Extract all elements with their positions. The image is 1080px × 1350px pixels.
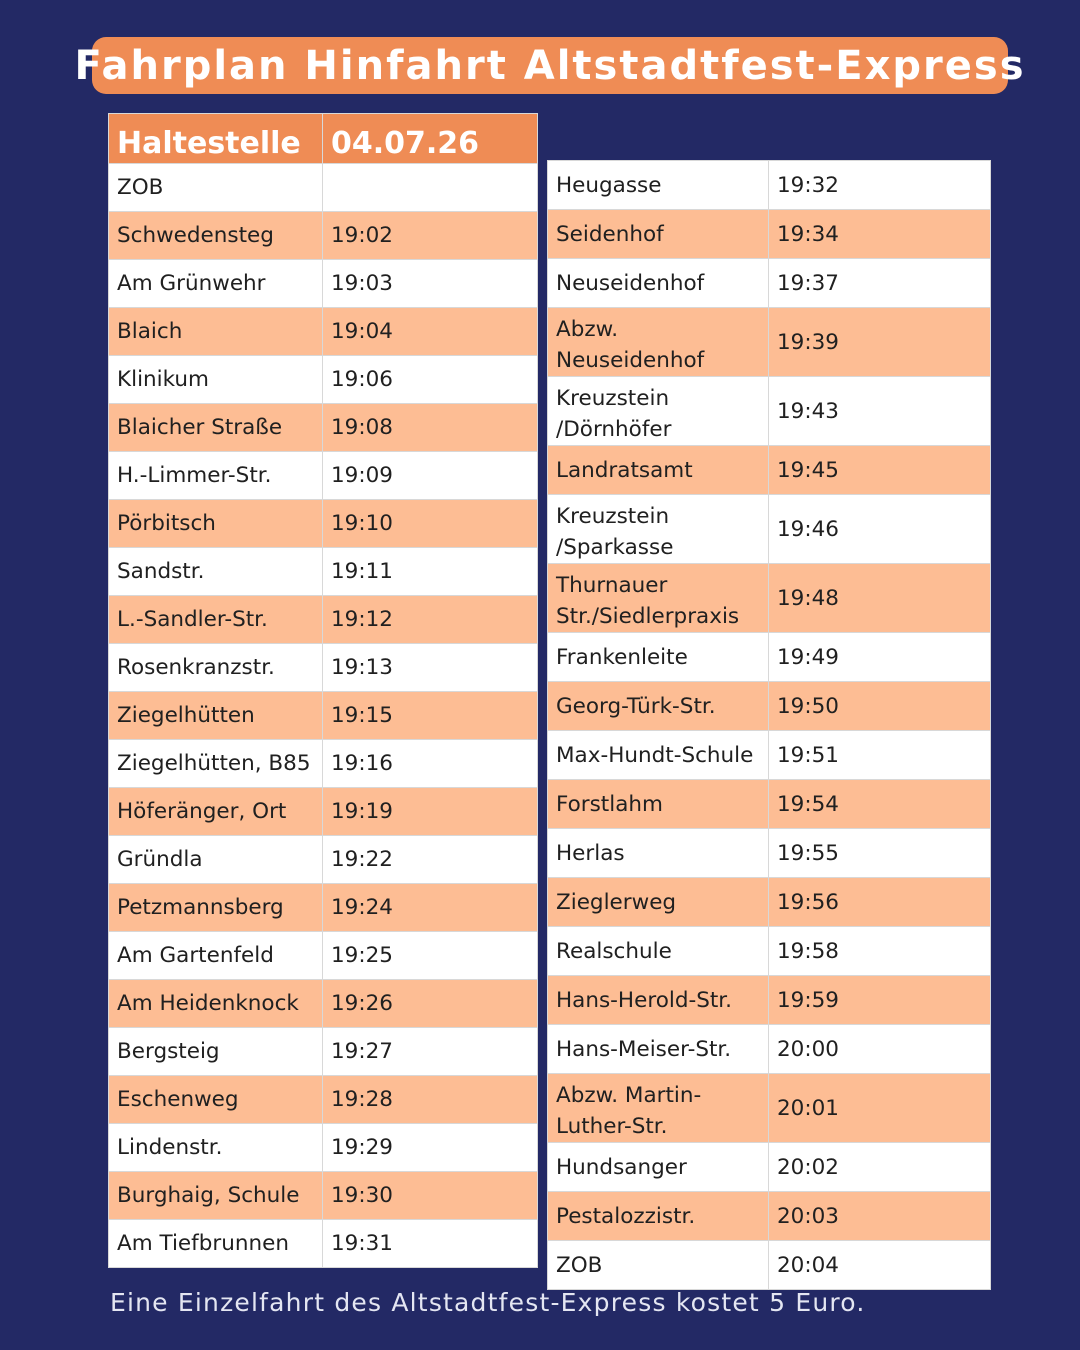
stop-name: H.-Limmer-Str. bbox=[109, 452, 323, 500]
stop-name: ZOB bbox=[548, 1241, 769, 1290]
stop-name: ZOB bbox=[109, 164, 323, 212]
departure-time: 19:02 bbox=[323, 212, 538, 260]
departure-time: 19:48 bbox=[769, 564, 991, 633]
table-row bbox=[548, 1192, 991, 1241]
table-row bbox=[109, 500, 538, 548]
departure-time: 19:31 bbox=[323, 1220, 538, 1268]
stop-name: Seidenhof bbox=[548, 210, 769, 259]
departure-time: 19:37 bbox=[769, 259, 991, 308]
header-date: 04.07.26 bbox=[323, 114, 538, 164]
table-row bbox=[548, 1025, 991, 1074]
departure-time bbox=[323, 164, 538, 212]
stop-name: Am Tiefbrunnen bbox=[109, 1220, 323, 1268]
departure-time: 19:19 bbox=[323, 788, 538, 836]
stop-name: Abzw. Martin-Luther-Str. bbox=[548, 1074, 769, 1143]
table-row bbox=[109, 260, 538, 308]
departure-time: 19:08 bbox=[323, 404, 538, 452]
stop-name: Höferänger, Ort bbox=[109, 788, 323, 836]
departure-time: 19:54 bbox=[769, 780, 991, 829]
departure-time: 19:28 bbox=[323, 1076, 538, 1124]
departure-time: 19:30 bbox=[323, 1172, 538, 1220]
header-stop: Haltestelle bbox=[109, 114, 323, 164]
table-row bbox=[109, 740, 538, 788]
departure-time: 19:51 bbox=[769, 731, 991, 780]
table-row bbox=[109, 308, 538, 356]
departure-time: 20:04 bbox=[769, 1241, 991, 1290]
table-row bbox=[109, 644, 538, 692]
table-row bbox=[548, 259, 991, 308]
table-row bbox=[548, 731, 991, 780]
departure-time: 19:50 bbox=[769, 682, 991, 731]
departure-time: 19:25 bbox=[323, 932, 538, 980]
table-row bbox=[109, 1172, 538, 1220]
table-row bbox=[109, 548, 538, 596]
departure-time: 19:32 bbox=[769, 161, 991, 210]
departure-time: 20:02 bbox=[769, 1143, 991, 1192]
departure-time: 19:39 bbox=[769, 308, 991, 377]
table-row bbox=[548, 495, 991, 564]
stop-name: Petzmannsberg bbox=[109, 884, 323, 932]
departure-time: 20:03 bbox=[769, 1192, 991, 1241]
schedule-table-right bbox=[547, 160, 991, 1290]
stop-name: Heugasse bbox=[548, 161, 769, 210]
departure-time: 19:56 bbox=[769, 878, 991, 927]
stop-name: Rosenkranzstr. bbox=[109, 644, 323, 692]
table-row bbox=[548, 161, 991, 210]
departure-time: 19:03 bbox=[323, 260, 538, 308]
price-note: Eine Einzelfahrt des Altstadtfest-Express kostet 5 Euro. bbox=[110, 1288, 866, 1317]
table-row bbox=[109, 404, 538, 452]
departure-time: 19:27 bbox=[323, 1028, 538, 1076]
table-row bbox=[548, 564, 991, 633]
table-row bbox=[548, 1241, 991, 1290]
stop-name: Eschenweg bbox=[109, 1076, 323, 1124]
stop-name: Zieglerweg bbox=[548, 878, 769, 927]
table-row bbox=[548, 1143, 991, 1192]
table-row bbox=[548, 829, 991, 878]
departure-time: 19:10 bbox=[323, 500, 538, 548]
stop-name: Kreuzstein /Sparkasse bbox=[548, 495, 769, 564]
stop-name: Hans-Herold-Str. bbox=[548, 976, 769, 1025]
page-title: Fahrplan Hinfahrt Altstadtfest-Express bbox=[74, 42, 1026, 89]
stop-name: Pestalozzistr. bbox=[548, 1192, 769, 1241]
stop-name: Klinikum bbox=[109, 356, 323, 404]
departure-time: 19:09 bbox=[323, 452, 538, 500]
departure-time: 19:58 bbox=[769, 927, 991, 976]
departure-time: 19:45 bbox=[769, 446, 991, 495]
departure-time: 19:04 bbox=[323, 308, 538, 356]
table-row bbox=[548, 1074, 991, 1143]
stop-name: Abzw. Neuseidenhof bbox=[548, 308, 769, 377]
stop-name: Max-Hundt-Schule bbox=[548, 731, 769, 780]
table-row bbox=[548, 377, 991, 446]
departure-time: 19:46 bbox=[769, 495, 991, 564]
departure-time: 19:24 bbox=[323, 884, 538, 932]
stop-name: Schwedensteg bbox=[109, 212, 323, 260]
stop-name: Am Gartenfeld bbox=[109, 932, 323, 980]
departure-time: 19:49 bbox=[769, 633, 991, 682]
stop-name: Landratsamt bbox=[548, 446, 769, 495]
departure-time: 19:34 bbox=[769, 210, 991, 259]
stop-name: Lindenstr. bbox=[109, 1124, 323, 1172]
stop-name: Bergsteig bbox=[109, 1028, 323, 1076]
stop-name: Frankenleite bbox=[548, 633, 769, 682]
table-row bbox=[109, 692, 538, 740]
stop-name: Ziegelhütten bbox=[109, 692, 323, 740]
departure-time: 19:13 bbox=[323, 644, 538, 692]
table-row bbox=[548, 446, 991, 495]
table-row bbox=[109, 1220, 538, 1268]
stop-name: Pörbitsch bbox=[109, 500, 323, 548]
departure-time: 20:00 bbox=[769, 1025, 991, 1074]
title-banner bbox=[74, 37, 1026, 94]
table-row bbox=[548, 927, 991, 976]
stop-name: Blaicher Straße bbox=[109, 404, 323, 452]
stop-name: Neuseidenhof bbox=[548, 259, 769, 308]
table-row bbox=[109, 788, 538, 836]
table-header-row bbox=[109, 114, 538, 164]
stop-name: Hundsanger bbox=[548, 1143, 769, 1192]
departure-time: 19:29 bbox=[323, 1124, 538, 1172]
table-row bbox=[548, 976, 991, 1025]
stop-name: Georg-Türk-Str. bbox=[548, 682, 769, 731]
departure-time: 19:16 bbox=[323, 740, 538, 788]
table-row bbox=[109, 356, 538, 404]
departure-time: 19:43 bbox=[769, 377, 991, 446]
table-row bbox=[109, 836, 538, 884]
stop-name: Sandstr. bbox=[109, 548, 323, 596]
table-row bbox=[109, 980, 538, 1028]
departure-time: 19:15 bbox=[323, 692, 538, 740]
departure-time: 19:26 bbox=[323, 980, 538, 1028]
departure-time: 20:01 bbox=[769, 1074, 991, 1143]
table-row bbox=[548, 682, 991, 731]
stop-name: Am Heidenknock bbox=[109, 980, 323, 1028]
table-row bbox=[548, 780, 991, 829]
departure-time: 19:59 bbox=[769, 976, 991, 1025]
table-row bbox=[109, 164, 538, 212]
stop-name: Gründla bbox=[109, 836, 323, 884]
table-row bbox=[109, 452, 538, 500]
stop-name: L.-Sandler-Str. bbox=[109, 596, 323, 644]
stop-name: Herlas bbox=[548, 829, 769, 878]
departure-time: 19:11 bbox=[323, 548, 538, 596]
table-row bbox=[109, 596, 538, 644]
table-row bbox=[548, 210, 991, 259]
table-row bbox=[548, 308, 991, 377]
table-row bbox=[109, 932, 538, 980]
stop-name: Hans-Meiser-Str. bbox=[548, 1025, 769, 1074]
table-row bbox=[109, 1124, 538, 1172]
stop-name: Thurnauer Str./Siedlerpraxis bbox=[548, 564, 769, 633]
schedule-table-left bbox=[108, 113, 538, 1268]
table-row bbox=[109, 212, 538, 260]
stop-name: Burghaig, Schule bbox=[109, 1172, 323, 1220]
table-row bbox=[548, 633, 991, 682]
stop-name: Kreuzstein /Dörnhöfer bbox=[548, 377, 769, 446]
table-row bbox=[109, 1076, 538, 1124]
stop-name: Realschule bbox=[548, 927, 769, 976]
stop-name: Forstlahm bbox=[548, 780, 769, 829]
stop-name: Am Grünwehr bbox=[109, 260, 323, 308]
stop-name: Ziegelhütten, B85 bbox=[109, 740, 323, 788]
table-row bbox=[109, 884, 538, 932]
stop-name: Blaich bbox=[109, 308, 323, 356]
table-row bbox=[548, 878, 991, 927]
departure-time: 19:55 bbox=[769, 829, 991, 878]
departure-time: 19:22 bbox=[323, 836, 538, 884]
departure-time: 19:12 bbox=[323, 596, 538, 644]
table-row bbox=[109, 1028, 538, 1076]
departure-time: 19:06 bbox=[323, 356, 538, 404]
